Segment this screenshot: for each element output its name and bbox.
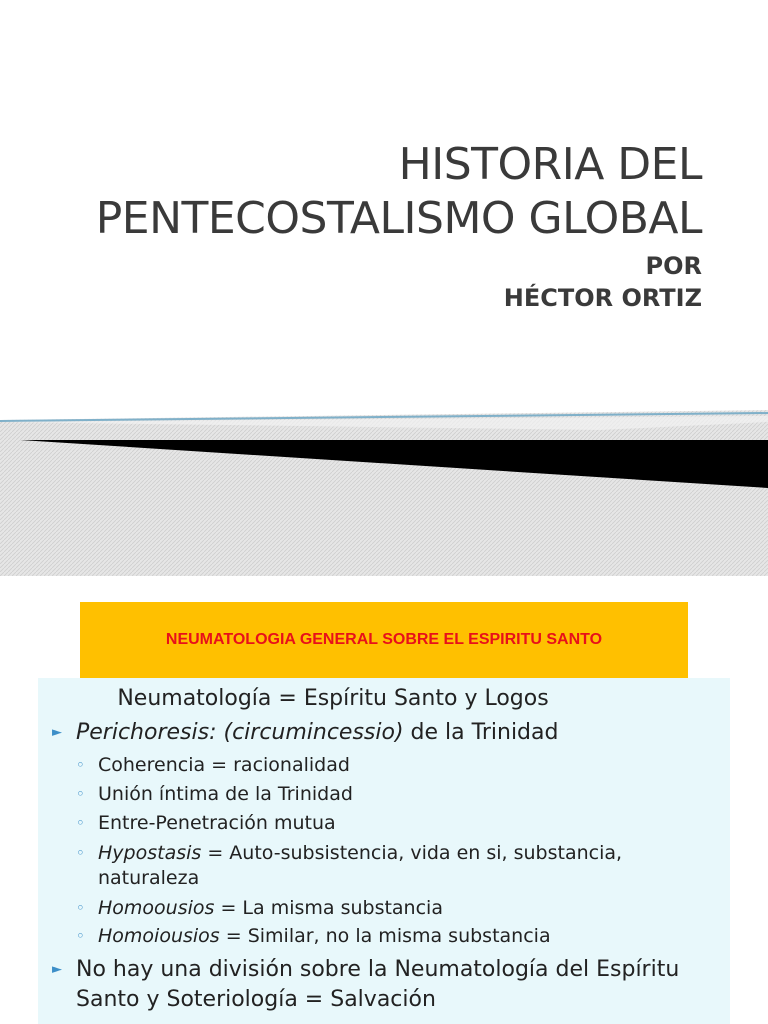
bullet-text: No hay una división sobre la Neumatología del Espíritu Santo y Soteriología = Salvación — [76, 957, 680, 1012]
bullet-perichoresis — [52, 718, 559, 748]
decorative-band — [0, 400, 768, 576]
slide-subtitle — [504, 250, 702, 314]
content-box — [38, 678, 730, 1024]
sub-item — [76, 924, 718, 949]
title-line-1: HISTORIA DEL — [398, 139, 702, 190]
triangle-right-icon: ► — [52, 725, 62, 740]
banner-title: NEUMATOLOGIA GENERAL SOBRE EL ESPIRITU SANTO — [165, 631, 603, 648]
triangle-right-icon: ► — [52, 962, 62, 977]
sub-item-italic: Homoiousios — [98, 925, 220, 947]
content-heading: Neumatología = Espíritu Santo y Logos — [117, 686, 549, 711]
bullet-italic: Perichoresis: (circumincessio) — [76, 720, 404, 745]
sub-item-text: Entre-Penetración mutua — [98, 812, 336, 834]
sub-item-text: = Similar, no la misma substancia — [219, 925, 551, 947]
circle-bullet-icon: ◦ — [76, 756, 85, 774]
bullet-neumatologia — [52, 955, 716, 1015]
sub-item-text: Unión íntima de la Trinidad — [98, 783, 353, 805]
subtitle-line-2: HÉCTOR ORTIZ — [503, 284, 702, 312]
sub-item-italic: Hypostasis — [98, 842, 202, 864]
sub-item — [76, 811, 718, 836]
sub-item-text: Coherencia = racionalidad — [98, 754, 350, 776]
sub-item — [76, 753, 718, 778]
sub-item-italic: Homoousios — [98, 897, 215, 919]
content-slide — [0, 576, 768, 1024]
subtitle-line-1: POR — [645, 252, 702, 280]
bullet-text: de la Trinidad — [403, 720, 559, 745]
sub-item — [76, 896, 718, 921]
circle-bullet-icon: ◦ — [76, 844, 85, 862]
slide-title — [96, 138, 702, 246]
sub-item — [76, 841, 718, 891]
circle-bullet-icon: ◦ — [76, 927, 85, 945]
sub-item-text: = Auto-subsistencia, vida en si, substancia, naturaleza — [98, 842, 623, 889]
title-line-2: PENTECOSTALISMO GLOBAL — [95, 193, 702, 244]
sub-item-text: = La misma substancia — [214, 897, 443, 919]
circle-bullet-icon: ◦ — [76, 785, 85, 803]
circle-bullet-icon: ◦ — [76, 814, 85, 832]
circle-bullet-icon: ◦ — [76, 899, 85, 917]
sub-item — [76, 782, 718, 807]
slide-banner — [80, 602, 688, 678]
